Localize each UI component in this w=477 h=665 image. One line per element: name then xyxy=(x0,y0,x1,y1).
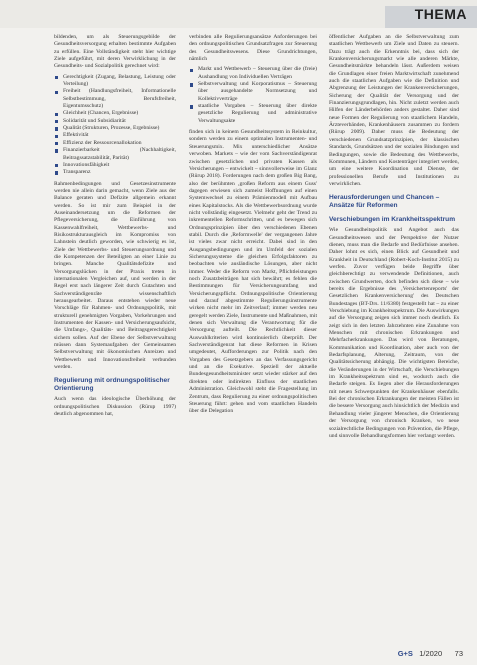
col2-steering-list xyxy=(189,66,317,125)
column-1 xyxy=(54,34,176,421)
page-footer xyxy=(398,649,463,658)
col2-intro: verbinden alle Regulierungsansätze Anforderungen bei den ordnungspolitischen Grundsatzfragen zur Steuerung des Gesundheitswesens. Diese Grundrichtungen, nämlich xyxy=(189,34,317,63)
col1-intro: bildenden, um als Steuerungsgebilde der Gesundheitsversorgung erhalten bestimmte Aufgaben zu erfüllen. Eine Vollständigkeit steht hier wichtige Ziele aufgeführt, mit deren Verwirklichung in der Gesundheits- und Sozialpolitik gerechnet wird: xyxy=(54,34,176,70)
list-item: Finanzierbarkeit (Nachhaltigkeit, Beitragssatzstabilität, Parität) xyxy=(54,147,176,162)
list-item: Effektivität xyxy=(54,132,176,139)
list-item: Transparenz xyxy=(54,169,176,176)
section-label: THEMA xyxy=(414,6,467,22)
journal-logo: G+S xyxy=(397,649,413,658)
list-item: Gleichheit (Chancen, Ergebnisse) xyxy=(54,110,176,117)
col1-body: Rahmenbedingungen und Gesetzesinstrumente werden nie allein darin gemacht, wenn Ziele aus der Balance geraten und Defizite allgemein erkannt werden. So ist mir zum Beispiel in der Auseinandersetzung um die Reformen der Pflegeversicherung, die Einführung von Kassenwahlfreiheit, Wettbewerbs- und Risikostrukturausgleich im Kompromiss von Lahnstein deutlich geworden, wie schwierig es ist, Ziele der Wettbewerbs- und Steuerungsordnung und die Kompetenzen der Beteiligten an einer Linie zu bringen. Manche Qualitätsdefizite und Versorgungslücken in der Praxis treten in internationalen Vergleichen auf, und werden in der Regel erst nach längerer Zeit durch Gutachten und Sachverständigenräte wissenschaftlich herausgearbeitet. Daraus entstehen wieder neue Vorschläge für Rahmen- und Ordnungspolitik, mit strukturell genehmigten Vorgaben, Vorkehrungen und Instrumenten der Kassen- und Versicherungsaufsicht, die Umfangs-, Qualitäts- und Beitragsgerechtigkeit sichern sollen. Auf der Ebene der Selbstverwaltung müssen dann Systemaufgaben der Gemeinsamen Selbstverwaltung mit ökonomischen Anreizen und Wettbewerb und Innovationsfreiheit verbunden werden. xyxy=(54,180,176,371)
col1-goal-list xyxy=(54,74,176,177)
list-item: Effizienz der Ressourcenallokation xyxy=(54,140,176,147)
page-number: 73 xyxy=(454,649,463,658)
section-heading: Regulierung mit ordnungspolitischer Orientierung xyxy=(54,377,170,393)
list-item: Innovationsfähigkeit xyxy=(54,162,176,169)
list-item: staatliche Vorgaben – Steuerung über direkte gesetzliche Regulierung und administrative Verwaltungsakte xyxy=(189,103,317,125)
list-item: Freiheit (Handlungsfreiheit, Informationelle Selbstbestimmung, Berufsfreiheit, Eigentumsschutz) xyxy=(54,88,176,110)
col3-body: Wie Gesundheitspolitik und Angebot auch das Gesundheitswesen und der Perspektive der Nutzer dienen, muss man die Bedarfe und Bedürfnisse ansehen. Daher lohnt es sich, einen Blick auf Gesundheit und Krankheit in Deutschland (Robert-Koch-Institut 2015) zu werfen. Zuvor verfügen beide Begriffe über gleichberechtigt zu verwendende Definitionen, auch zwischen Grundwerten, doch befinden sich diese – wie bereits die Ergebnisse des ‚Versichertenreports' der Gesetzlichen Krankenversicherung' des Deutschen Bundestages (BT-Drs. 11/6380) festgestellt hat – zu einer Verschiebung im Krankheitsspektrum. Die Auswirkungen auf die Versorgung zeigen sich immer noch deutlich. Es zeigt sich in den letzten Jahrzehnten eine Zunahme von Menschen mit chronischen Erkrankungen und Mehrfacherkrankungen. Das wird von Beratungen, Kommunikation und Koordination, aber auch von der Bedarfsplanung, Alterung, Zeitraum, von der Qualitätssicherung abhängig. Die wichtigsten Bereiche, die Veränderungen in der Wirtschaft, die Verschiebungen im Krankheitsspektrum sind es, wodurch auch die Bedarfe steigen. Es liegen aber die Herausforderungen mit neuen Schwerpunkten der Krankenhäuser ebenfalls. Bei der chronischen Erkrankungen der meisten Fällen ist die bessere Versorgung auch hinsichtlich der Medizin und Behandlung vieler jüngerer Menschen, die Orientierung der Versorgung von chronisch Kranken, wo neue sozialrechtliche Bedingungen von Prävention, die Pflege, und sinnvolle Behandlungsformen hier verlangt werden. xyxy=(329,227,459,439)
list-item: Qualität (Strukturen, Prozesse, Ergebnisse) xyxy=(54,125,176,132)
list-item: Markt und Wettbewerb – Steuerung über die (freie) Aushandlung von Individuellen Verträgen xyxy=(189,66,317,81)
column-2 xyxy=(189,34,317,418)
col2-body: finden sich in keinem Gesundheitssystem in Reinkultur, sondern werden zu einem optimalen Instrumenten- und Steuerungsmix. Mix unterschiedlicher Ansätze verwoben. Markets – wie der vom Sachverständigenrat zwischen gesetzlichen und privaten Kassen als Versicherungen – entwickelt – sinnvollerweise im Glanz (Rürup 2018). Forderungen nach dem großen Big Bang, also der berühmten ‚großen Reform aus einem Guss' dagegen erwiesen sich zumeist Hoffnungen auf einen Systemwechsel zu einem Prämienmodell mit Aufbau eines Kapitalstocks. Als die Wettbewerbsordnung wurde nicht vollständig eingesetzt. Vielmehr geht der Trend zu inkrementellen Reformschritten, und es bewegen sich Ordnungsprinzipien über den verschiedenen Ebenen stabil. Durch die ‚Reformwelle' der vergangenen Jahre ist vieles zwar nicht erreicht. Dabei sind in den Ausgangsbedingungen und im Umfeld der sozialen Sicherungssysteme die gleichen Erfolgsfaktoren zu beobachten wie ausländische Lösungen, aber nicht immer. Weder die Reform von Markt, Pflichtleistungen noch Zusatzbeiträgen hat sich bewährt; es fehlen die Bestimmungen für Versicherungsumfang und Versicherungspflicht. Ordnungspolitische Orientierung und darauf abgestimmte Regulierungsinstrumente wirken nicht mehr im Zeitverlauf; immer werden neu geregelt werden Ziele, Instrumente und Maßnahmen, mit denen sich Verwaltung die Verantwortung für die Versorgung aufteilt. Die Rechtlichkeit dieser Auswahlkriterien wird kontinuierlich überprüft. Der Sachverständigenrat hat diese Reformen in Krisen umgedeutet, Aufforderungen zur Politik nach den Vorgaben des Gesetzgebers an das Verfassungsgericht und an die Exekutive. Speziell der aktuelle Bundesgesundheitsminister setzt wieder stärker auf den direkten oder indirekten Einfluss der staatlichen Administration. Gleichwohl steht die Fragestellung im Zentrum, dass Regulierung zu einer ordnungspolitischen Steuerung führt: gehen und vom staatlichen Handeln über die Delegation xyxy=(189,129,317,415)
list-item: Solidarität und Subsidiarität xyxy=(54,118,176,125)
list-item: Gerechtigkeit (Zugang, Belastung, Leistung oder Verteilung) xyxy=(54,74,176,89)
subsection-heading: Verschiebungen im Krankheitsspektrum xyxy=(329,216,456,224)
column-3 xyxy=(329,34,459,442)
issue-number: 1/2020 xyxy=(419,649,443,658)
col3-intro: öffentlicher Aufgaben an die Selbstverwaltung zum staatlichen Wettbewerb um Ziele und Daten zu steuern. Dazu trägt auch die Erkenntnis bei, dass sich der Krankenversicherungsmarkt wie alle anderen Märkte, Gesundheitsmärkte behandeln lässt. Außerdem weisen die Grundlagen einer freien Marktwirtschaft zunehmend auch die staatlichen Aufgaben wie die Definition und Abgrenzung der Leistungen der Krankenversicherungen, Sicherung der Qualität der Versorgung und der Finanzierungsgrundlagen, hin. Nicht zuletzt werden auch Hilfen der Länderbehörden anders gestaltet. Daher sind neue Formen der Regulierung von staatlichem Handeln, Ärzteverbänden, Krankenhäusern zusammen zu fordern (Rürup 2009). Daher muss die Bedeutung der verschiedenen Grundsatzprinzipien, der klassischen Standards, Grundsätzen und der sozialen Bindungen und Bedingungen, sowie die Bedeutung des Wettbewerbs, Kommunen, Ländern und Kostenträger integriert werden, um eine weitere Koordination und Dienste, der professionellen Berufe und Institutionen zu verwirklichen. xyxy=(329,34,459,187)
col1-end: Auch wenn das ideologische Überhöhung der ordnungspolitischen Diskussion (Rürup 1997) deutlich abgenommen hat, xyxy=(54,396,176,418)
section-heading: Herausforderungen und Chancen – Ansätze für Reformen xyxy=(329,194,440,210)
list-item: Selbstverwaltung und Korporatismus – Steuerung über ausgehandelte Normsetzung und Kollektivverträge xyxy=(189,81,317,103)
